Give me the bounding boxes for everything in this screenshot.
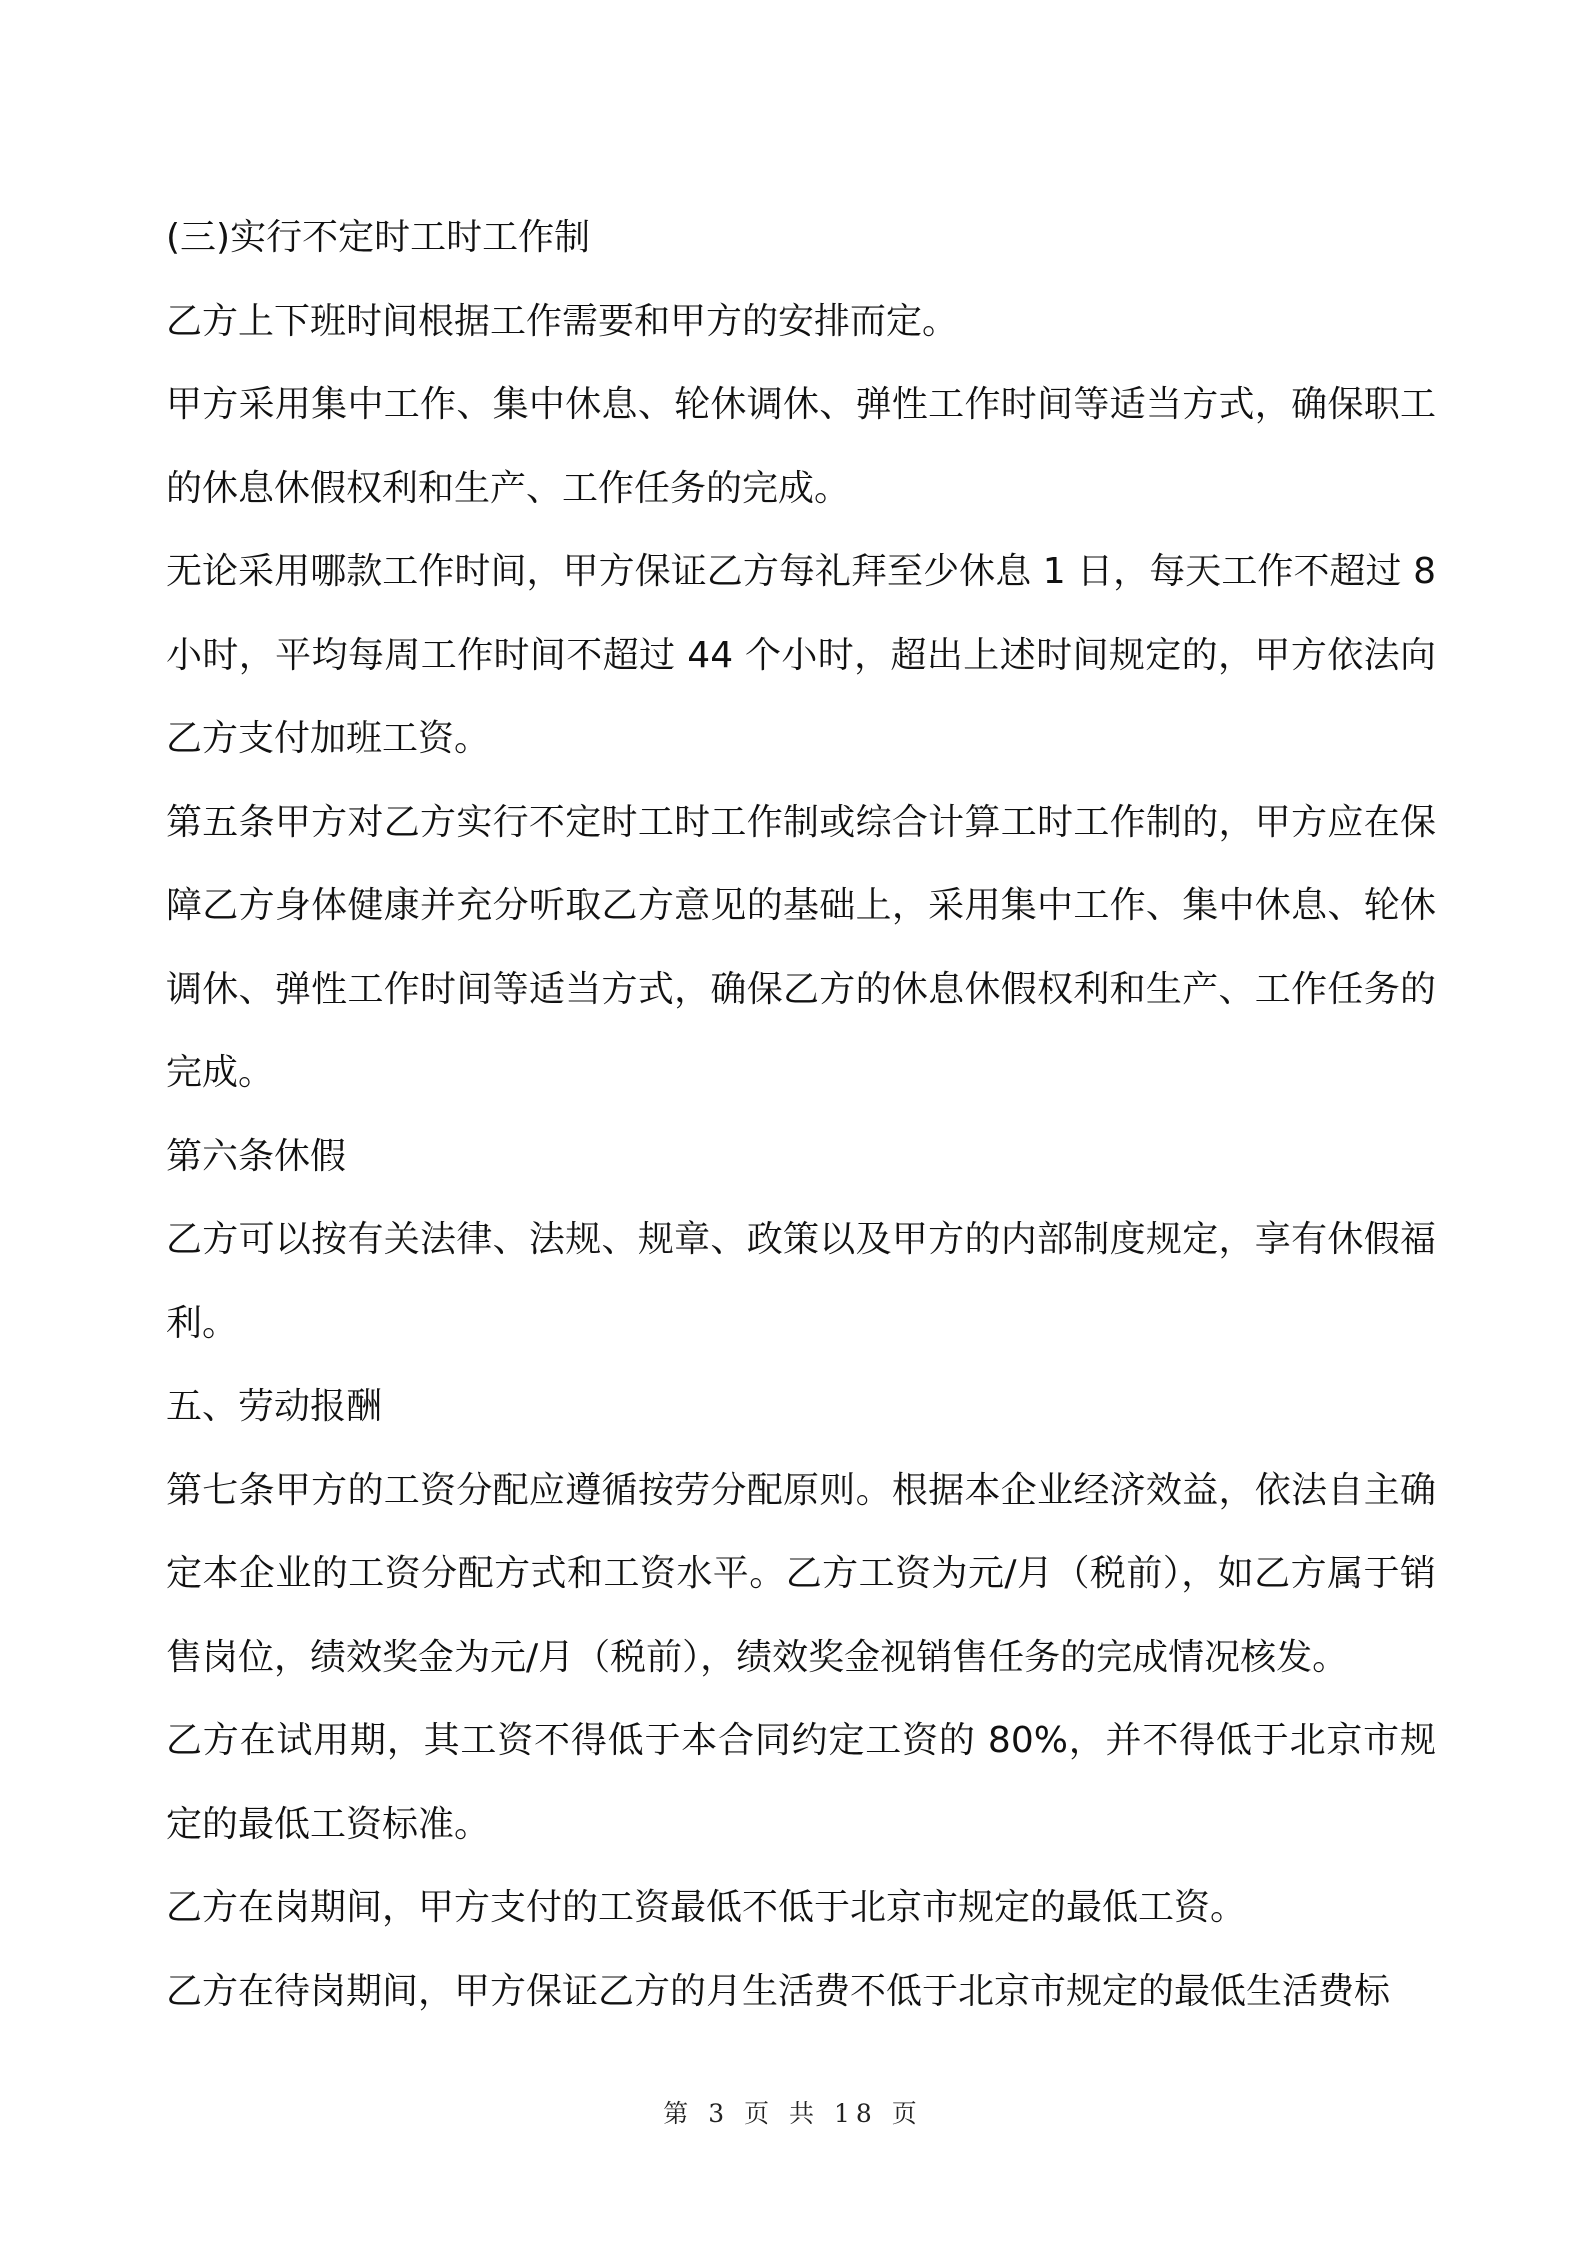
paragraph-article-six-title: 第六条休假 <box>166 1135 347 1177</box>
paragraph-section-five-title: 五、劳动报酬 <box>166 1386 383 1427</box>
paragraph-rest-methods: 甲方采用集中工作、集中休息、轮休调休、弹性工作时间等适当方式，确保职工的休息休假权利和生产、工作任务的完成。 <box>166 384 1436 509</box>
paragraph-article-seven: 第七条甲方的工资分配应遵循按劳分配原则。根据本企业经济效益，依法自主确定本企业的工资分配方式和工资水平。乙方工资为元/月（税前），如乙方属于销售岗位，绩效奖金为元/月（税前），绩效奖金视销售任务的完成情况核发。 <box>166 1469 1436 1678</box>
paragraph-standby-allowance: 乙方在待岗期间，甲方保证乙方的月生活费不低于北京市规定的最低生活费标 <box>166 1970 1391 2012</box>
paragraph-on-duty-wage: 乙方在岗期间，甲方支付的工资最低不低于北京市规定的最低工资。 <box>166 1887 1247 1928</box>
paragraph-article-five: 第五条甲方对乙方实行不定时工时工作制或综合计算工时工作制的，甲方应在保障乙方身体健康并充分听取乙方意见的基础上，采用集中工作、集中休息、轮休调休、弹性工作时间等适当方式，确保乙方的休息休假权利和生产、工作任务的完成。 <box>166 801 1436 1093</box>
paragraph-probation-wage: 乙方在试用期，其工资不得低于本合同约定工资的 80%，并不得低于北京市规定的最低工资标准。 <box>166 1720 1436 1845</box>
paragraph-work-schedule: 乙方上下班时间根据工作需要和甲方的安排而定。 <box>166 300 959 342</box>
paragraph-working-time-limits: 无论采用哪款工作时间，甲方保证乙方每礼拜至少休息 1 日，每天工作不超过 8 小时，平均每周工作时间不超过 44 个小时，超出上述时间规定的，甲方依法向乙方支付加班工资。 <box>166 551 1436 759</box>
page-number-footer: 第 3 页 共 18 页 <box>663 2099 923 2128</box>
paragraph-vacation-benefits: 乙方可以按有关法律、法规、规章、政策以及甲方的内部制度规定，享有休假福利。 <box>166 1219 1436 1344</box>
paragraph-heading-unfixed-hours: (三)实行不定时工时工作制 <box>166 217 591 258</box>
document-body <box>166 196 1436 2033</box>
